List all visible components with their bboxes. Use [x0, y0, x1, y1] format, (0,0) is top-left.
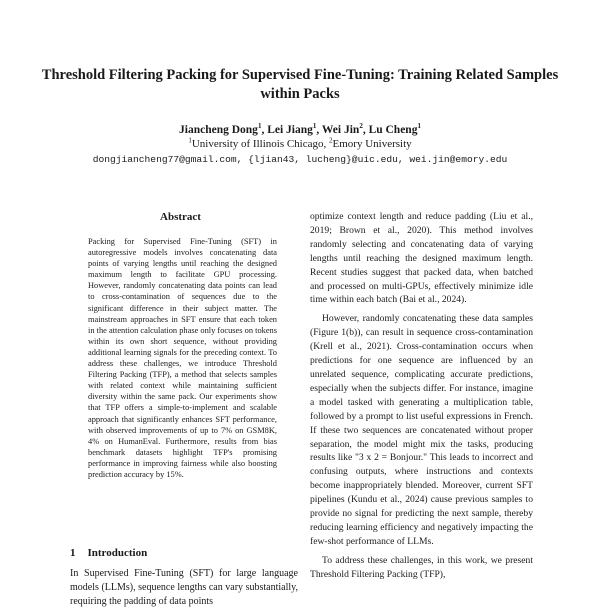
body-paragraph: To address these challenges, in this work, we present Threshold Filtering Packing (TFP),: [310, 554, 533, 580]
abstract-text: Packing for Supervised Fine-Tuning (SFT) in autoregressive models involves concatenating data points of varying lengths until reaching the designed maximum length to facilitate GPU processing. However, randomly concatenating data points can lead to cross-contamination of sequences due to the significant difference in their subject matter. The mainstream approaches in SFT ensure that each token in the attention calculation phase only focuses on tokens within its own short sequence, without providing additional learning signals for the preceding context. To address these challenges, we introduce Threshold Filtering Packing (TFP), a method that selects samples with related context while maintaining sufficient diversity within the same pack. Our experiments show that TFP offers a simple-to-implement and scalable approach that significantly enhances SFT performance, with observed improvements of up to 7% on GSM8K, 4% on HumanEval. Furthermore, results from bias benchmark datasets highlight TFP's promising performance in improving fairness while also boosting prediction accuracy by 15%.: [88, 237, 277, 479]
paper-title: Threshold Filtering Packing for Supervised Fine-Tuning: Training Related Samples within Packs: [41, 67, 559, 102]
author: Wei Jin$^2$: [321, 122, 363, 136]
author: Lei Jiang$^1$: [267, 122, 317, 136]
body-paragraph: However, randomly concatenating these data samples (Figure 1(b)), can result in sequence cross-contamination (Krell et al., 2021). Cross-contamination occurs when predictions for one sequence are influenced by an unrelated sequence, complicating accurate predictions, especially when the subjects differ. For instance, imagine a model tasked with generating a multiplication table, followed by a prompt to list useful expressions in French. If these two sequences are concatenated without proper separation, the model might mix the tasks, producing results like "3 x 2 = Bonjour." This leads to incorrect and confusing outputs, where instructions and contexts become inappropriately blended. Moreover, current SFT pipelines (Kundu et al., 2024) cause previous samples to provide no signal for predicting the next sample, thereby reducing learning efficiency and negatively impacting the few-shot performance of LLMs.: [310, 313, 533, 547]
author-list: Jiancheng Dong$^1$, Lei Jiang$^1$, Wei Jin$^2$, Lu Cheng$^1$: [179, 122, 421, 136]
intro-paragraph: In Supervised Fine-Tuning (SFT) for large language models (LLMs), sequence lengths can vary substantially, requiring the padding of data points: [70, 568, 298, 608]
author: Lu Cheng$^1$: [368, 122, 421, 136]
affiliation: University of Illinois Chicago,: [191, 138, 327, 150]
affiliation: Emory University: [332, 138, 412, 150]
right-column: [310, 210, 533, 582]
section-number: 1: [70, 547, 76, 559]
abstract-heading: Abstract: [160, 211, 201, 223]
author-emails: dongjiancheng77@gmail.com, {ljian43, lucheng}@uic.edu, wei.jin@emory.edu: [92, 154, 508, 165]
body-paragraph: optimize context length and reduce padding (Liu et al., 2019; Brown et al., 2020). This method involves randomly selecting and concatenating data of varying lengths until reaching the designed maximum length. Recent studies suggest that packed data, when batched and processed on multi-GPUs, effectively minimize idle time within each batch (Bai et al., 2024).: [310, 211, 533, 306]
affiliations: $^1$University of Illinois Chicago, $^2$Emory University: [188, 136, 412, 150]
section-title: Introduction: [87, 547, 148, 559]
section-heading: [70, 546, 159, 560]
author: Jiancheng Dong$^1$: [179, 122, 262, 136]
